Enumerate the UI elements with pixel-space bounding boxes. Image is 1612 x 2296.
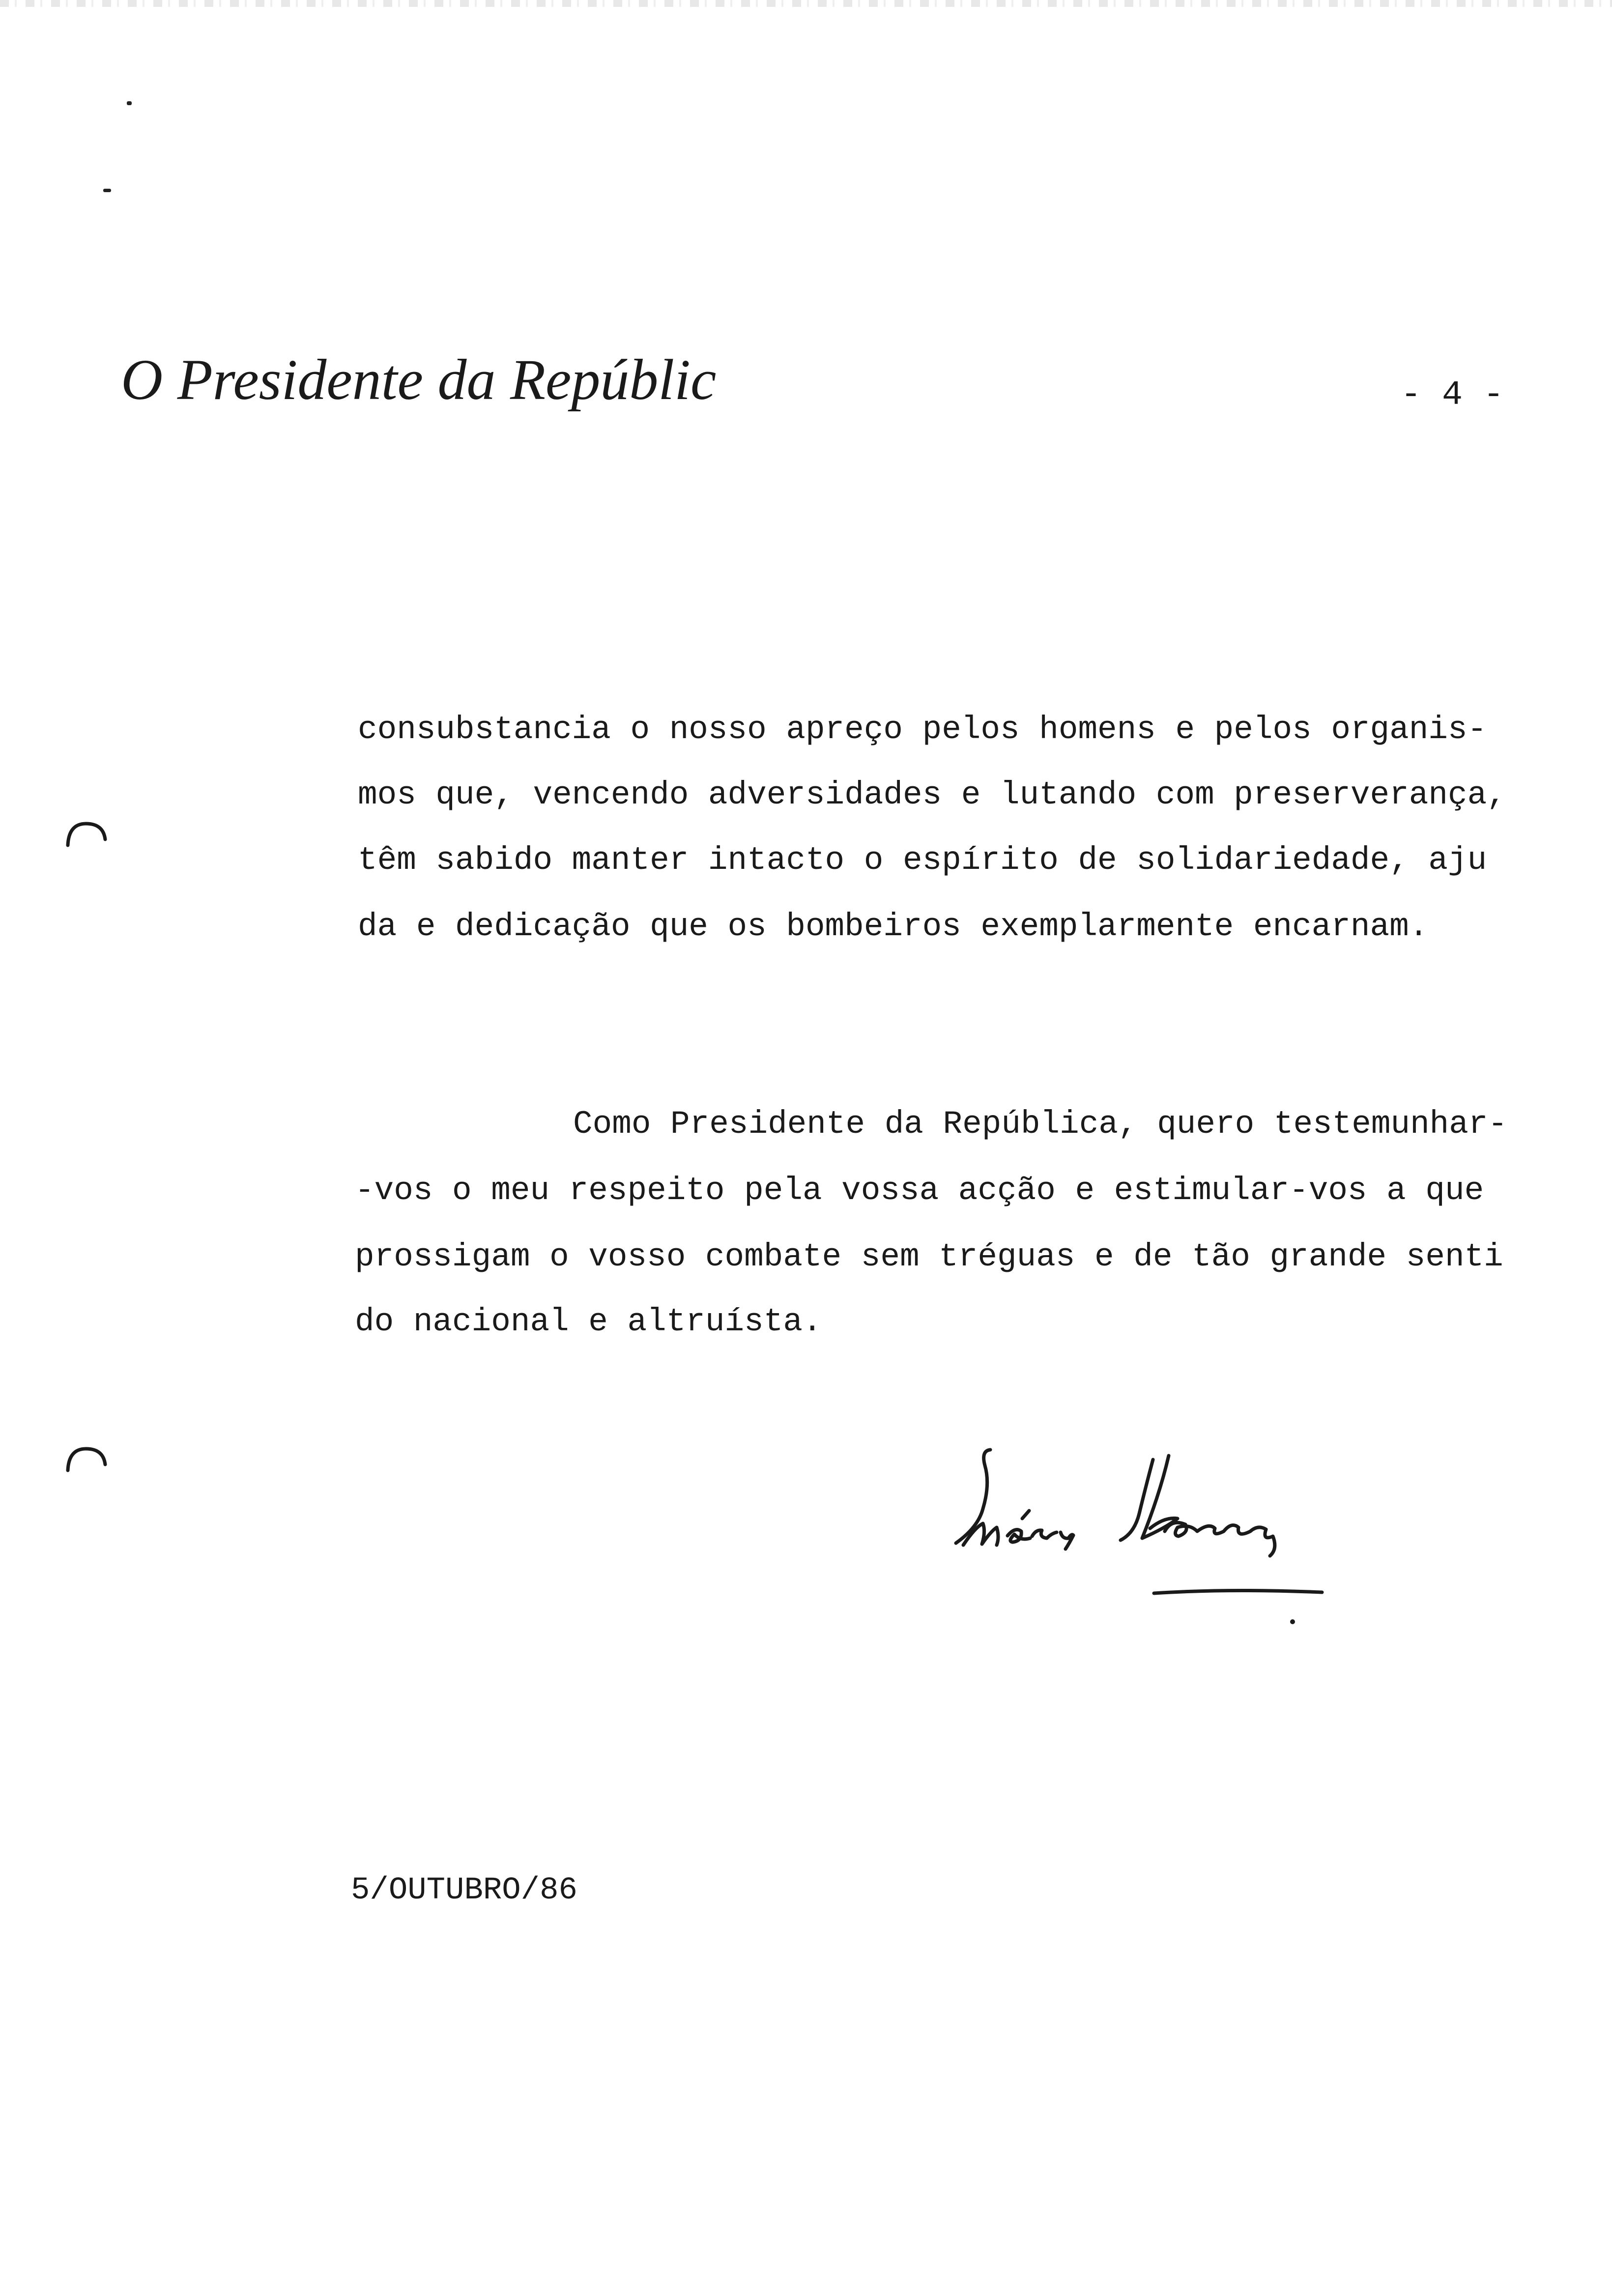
- punch-hole: [64, 820, 108, 849]
- body-line: prossigam o vosso combate sem tréguas e de tão grande senti: [355, 1238, 1503, 1275]
- body-line: da e dedicação que os bombeiros exemplarmente encarnam.: [358, 908, 1429, 945]
- page-number: - 4 -: [1401, 376, 1504, 415]
- letterhead: [118, 339, 718, 437]
- signature: [934, 1445, 1347, 1651]
- date: 5/OUTUBRO/86: [351, 1873, 577, 1908]
- body-line: do nacional e altruísta.: [355, 1303, 822, 1340]
- body-line: Como Presidente da República, quero testemunhar-: [573, 1106, 1508, 1143]
- scan-speck: [127, 101, 132, 105]
- body-line: consubstancia o nosso apreço pelos homens e pelos organis-: [358, 711, 1487, 748]
- letterhead-text: O Presidente da República: [121, 347, 718, 412]
- letterhead-script: [118, 339, 718, 437]
- body-line: -vos o meu respeito pela vossa acção e estimular-vos a que: [355, 1172, 1484, 1209]
- scan-top-edge: [0, 0, 1612, 7]
- body-line: mos que, vencendo adversidades e lutando com preserverança,: [358, 776, 1506, 813]
- body-line: têm sabido manter intacto o espírito de solidariedade, aju: [358, 842, 1487, 879]
- punch-hole: [64, 1445, 108, 1474]
- signature-drawing: [934, 1445, 1347, 1651]
- scan-speck: [103, 189, 111, 192]
